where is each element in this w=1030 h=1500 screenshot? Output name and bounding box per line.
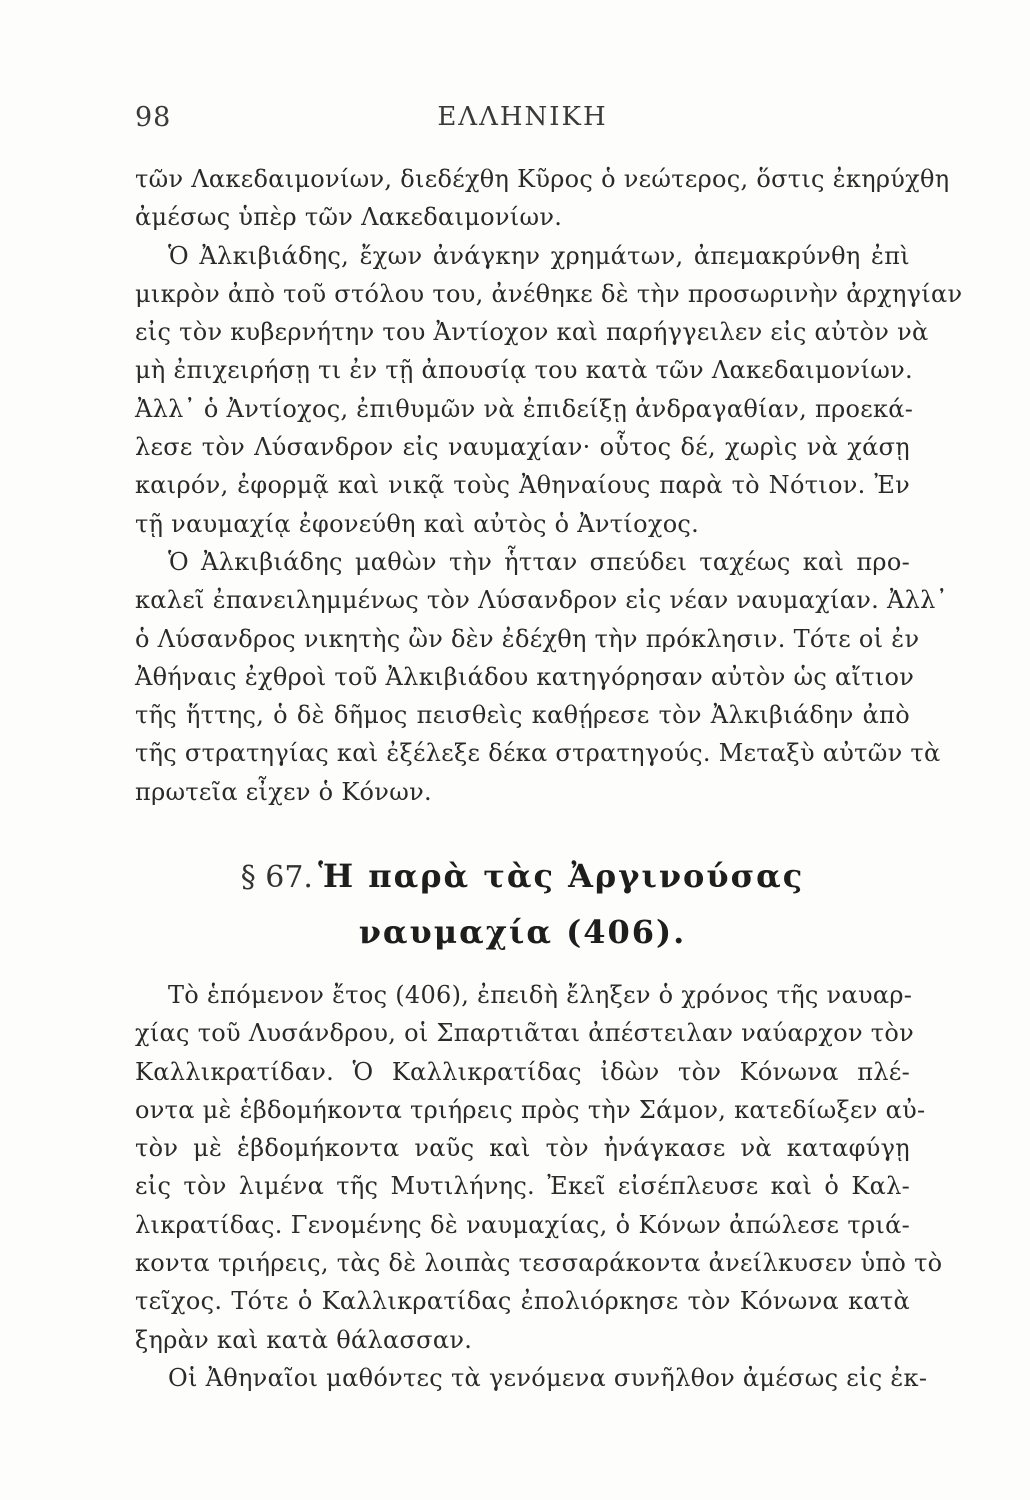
text-line: λεσε τὸν Λύσανδρον εἰς ναυμαχίαν· οὗτος δέ, χωρὶς νὰ χάσῃ <box>135 433 910 462</box>
body-text-section-2 <box>135 976 943 1397</box>
text-line: τεῖχος. Τότε ὁ Καλλικρατίδας ἐπολιόρκησε τὸν Κόνωνα κατὰ <box>135 1287 910 1316</box>
text-line: τῆς στρατηγίας καὶ ἐξέλεξε δέκα στρατηγούς. Μεταξὺ αὐτῶν τὰ <box>135 739 941 768</box>
text-line: τὸν μὲ ἑβδομήκοντα ναῦς καὶ τὸν ἠνάγκασε νὰ καταφύγῃ <box>135 1134 910 1163</box>
text-line: Οἱ Ἀθηναῖοι μαθόντες τὰ γενόμενα συνῆλθον ἀμέσως εἰς ἐκ- <box>168 1363 928 1392</box>
text-line: καιρόν, ἐφορμᾷ καὶ νικᾷ τοὺς Ἀθηναίους παρὰ τὸ Νότιον. Ἐν <box>135 471 910 500</box>
text-line: Καλλικρατίδαν. Ὁ Καλλικρατίδας ἰδὼν τὸν Κόνωνα πλέ- <box>135 1057 910 1086</box>
text-line: πρωτεῖα εἶχεν ὁ Κόνων. <box>135 777 432 806</box>
text-line: οντα μὲ ἑβδομήκοντα τριήρεις πρὸς τὴν Σάμον, κατεδίωξεν αὐ- <box>135 1095 926 1124</box>
text-line: Ὁ Ἀλκιβιάδης, ἔχων ἀνάγκην χρημάτων, ἀπεμακρύνθη ἐπὶ <box>168 241 910 270</box>
text-line: Ἀθήναις ἐχθροὶ τοῦ Ἀλκιβιάδου κατηγόρησαν αὐτὸν ὡς αἴτιον <box>135 662 915 691</box>
text-line: ὁ Λύσανδρος νικητὴς ὢν δὲν ἐδέχθη τὴν πρόκλησιν. Τότε οἱ ἐν <box>135 624 920 653</box>
text-line: ἀμέσως ὑπὲρ τῶν Λακεδαιμονίων. <box>135 203 563 232</box>
text-line: λικρατίδας. Γενομένης δὲ ναυμαχίας, ὁ Κόνων ἀπώλεσε τριά- <box>135 1210 910 1239</box>
text-line: εἰς τὸν κυβερνήτην του Ἀντίοχον καὶ παρήγγειλεν εἰς αὐτὸν νὰ <box>135 318 929 347</box>
section-heading <box>135 848 910 960</box>
heading-title-part-2: ναυμαχία (406). <box>358 913 687 951</box>
text-line: εἰς τὸν λιμένα τῆς Μυτιλήνης. Ἐκεῖ εἰσέπλευσε καὶ ὁ Καλ- <box>135 1172 910 1201</box>
text-line: τῇ ναυμαχίᾳ ἐφονεύθη καὶ αὐτὸς ὁ Ἀντίοχος. <box>135 509 700 538</box>
page-number: 98 <box>135 102 172 133</box>
text-line: τῶν Λακεδαιμονίων, διεδέχθη Κῦρος ὁ νεώτερος, ὅστις ἐκηρύχθη <box>135 165 950 193</box>
text-line: μικρὸν ἀπὸ τοῦ στόλου του, ἀνέθηκε δὲ τὴν προσωρινὴν ἀρχηγίαν <box>135 279 963 308</box>
text-line: Τὸ ἑπόμενον ἔτος (406), ἐπειδὴ ἔληξεν ὁ χρόνος τῆς ναυαρ- <box>168 981 913 1009</box>
text-line: τῆς ἥττης, ὁ δὲ δῆμος πεισθεὶς καθῄρεσε τὸν Ἀλκιβιάδην ἀπὸ <box>135 701 910 730</box>
text-line: ξηρὰν καὶ κατὰ θάλασσαν. <box>135 1325 473 1354</box>
text-line: καλεῖ ἐπανειλημμένως τὸν Λύσανδρον εἰς νέαν ναυμαχίαν. Ἀλλ᾽ <box>135 586 948 615</box>
text-line: κοντα τριήρεις, τὰς δὲ λοιπὰς τεσσαράκοντα ἀνείλκυσεν ὑπὸ τὸ <box>135 1249 943 1278</box>
text-line: Ὁ Ἀλκιβιάδης μαθὼν τὴν ἧτταν σπεύδει ταχέως καὶ προ- <box>168 547 910 576</box>
section-number: § 67. <box>240 860 313 895</box>
heading-line-1 <box>135 848 910 904</box>
running-title: ΕΛΛΗΝΙΚΗ <box>437 102 608 132</box>
page-header <box>135 102 910 142</box>
text-line: μὴ ἐπιχειρήσῃ τι ἐν τῇ ἀπουσίᾳ του κατὰ τῶν Λακεδαιμονίων. <box>135 356 913 385</box>
heading-title-part-1: Ἡ παρὰ τὰς Ἀργινούσας <box>318 857 805 895</box>
heading-line-2 <box>135 904 910 960</box>
text-line: χίας τοῦ Λυσάνδρου, οἱ Σπαρτιᾶται ἀπέστειλαν ναύαρχον τὸν <box>135 1019 914 1048</box>
body-text-section-1 <box>135 160 963 811</box>
text-line: Ἀλλ᾽ ὁ Ἀντίοχος, ἐπιθυμῶν νὰ ἐπιδείξῃ ἀνδραγαθίαν, προεκά- <box>135 394 914 423</box>
